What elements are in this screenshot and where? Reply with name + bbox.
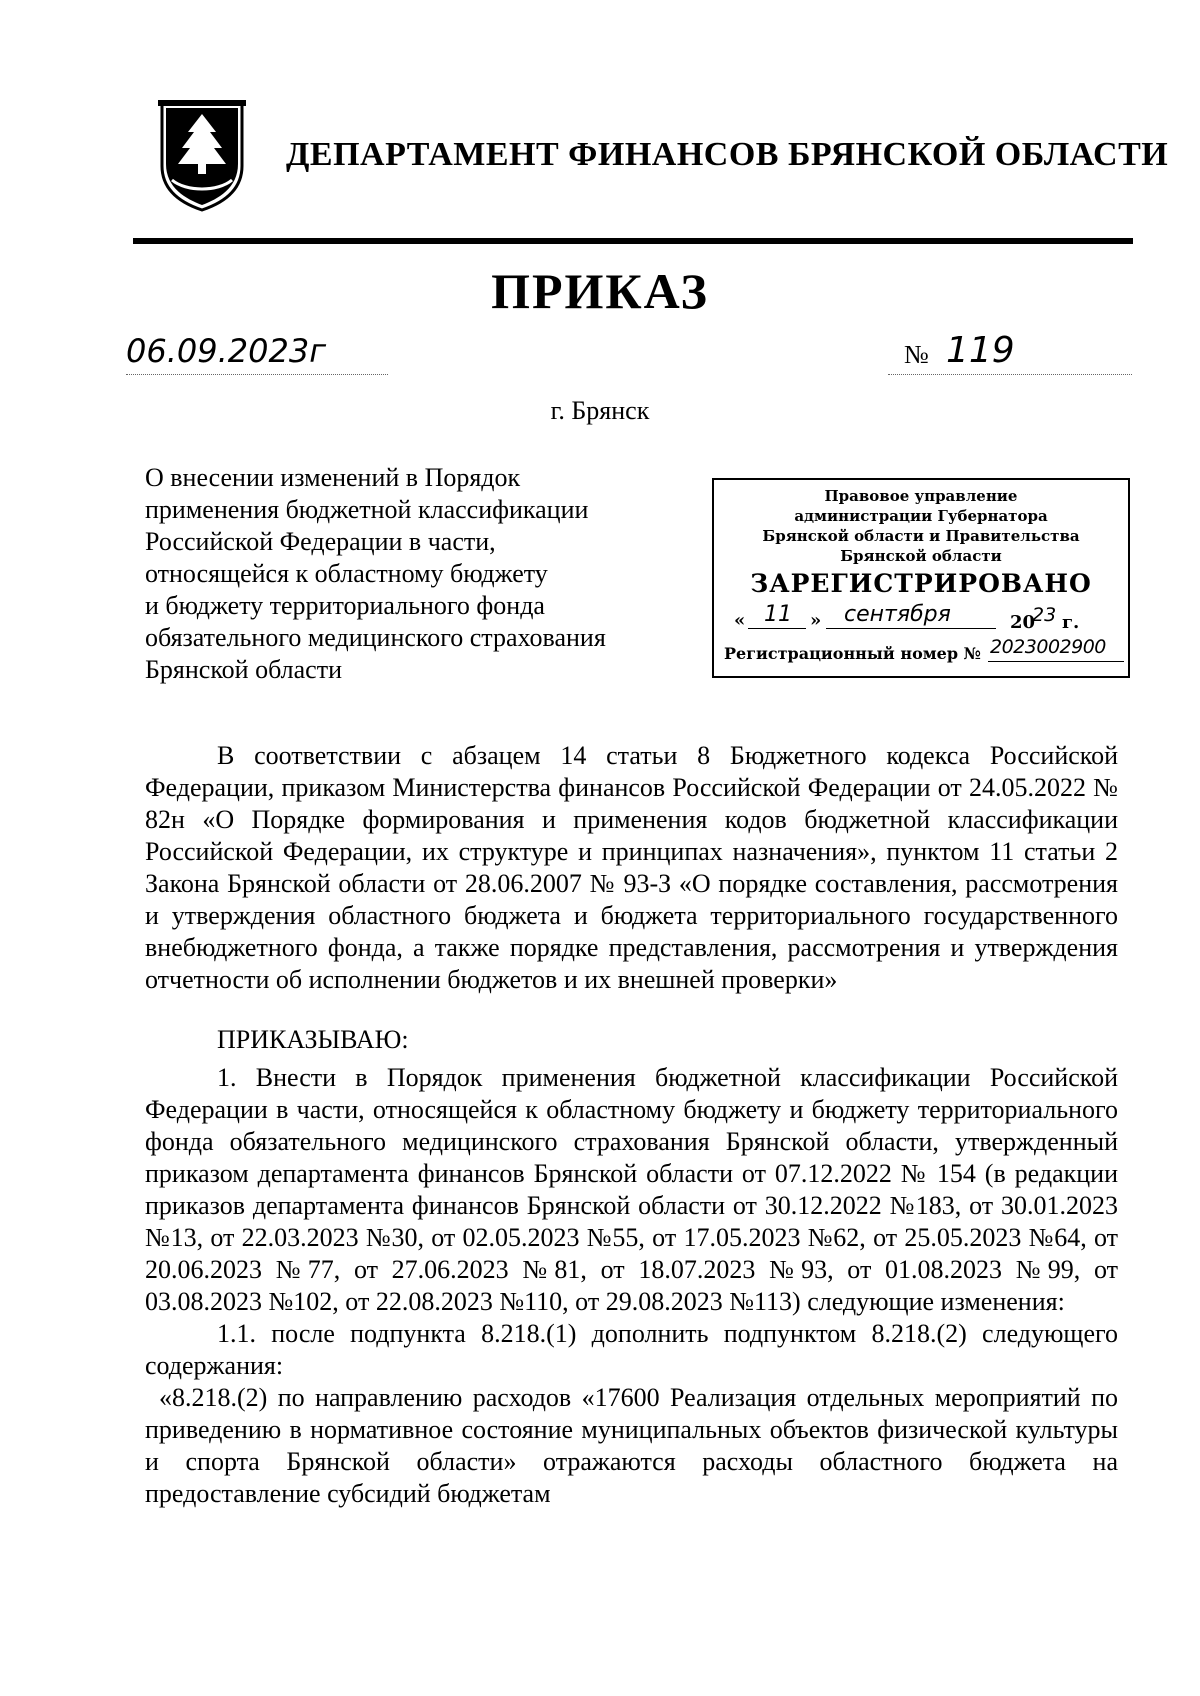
preamble-paragraph: В соответствии с абзацем 14 статьи 8 Бюджетного кодекса Российской Федерации, приказом Министерства финансов Российской Федерации от 24.05.2022 № 82н «О Порядке формирования и применения кодов бюджетной классификации Российской Федерации, их структуре и принципах назначения», пунктом 11 статьи 2 Закона Брянской области от 28.06.2007 № 93-З «О порядке составления, рассмотрения и утверждения областного бюджета и бюджета территориального государственного внебюджетного фонда, а также порядке представления, рассмотрения и утверждения отчетности об исполнении бюджетов и их внешней проверки»: [145, 741, 1118, 994]
stamp-line: Брянской области и Правительства: [762, 527, 1080, 545]
stamp-quote-open: «: [734, 610, 746, 631]
stamp-line: Правовое управление: [824, 487, 1018, 505]
subject-line: и бюджету территориального фонда: [145, 591, 545, 620]
item-8-218-2-paragraph: «8.218.(2) по направлению расходов «17600 Реализация отдельных мероприятий по приведению в нормативное состояние муниципальных объектов физической культуры и спорта Брянской области» отражаются расходы областного бюджета на предоставление субсидий бюджетам: [145, 1383, 1118, 1508]
item-1-1-paragraph: 1.1. после подпункта 8.218.(1) дополнить подпунктом 8.218.(2) следующего содержания:: [145, 1319, 1118, 1380]
subject-line: применения бюджетной классификации: [145, 495, 589, 524]
header-divider: [133, 238, 1133, 244]
stamp-month-underline: [826, 628, 996, 629]
city-line: г. Брянск: [550, 396, 650, 425]
number-sign: №: [904, 340, 929, 369]
order-number-field: [888, 324, 1132, 375]
order-body: [145, 740, 1118, 1510]
stamp-year-prefix: 20: [1010, 612, 1036, 633]
order-number-handwritten: 119: [946, 330, 1015, 371]
subject-line: О внесении изменений в Порядок: [145, 463, 521, 492]
stamp-quote-close: »: [810, 610, 822, 631]
document-type-title: ПРИКАЗ: [491, 263, 709, 319]
stamp-registered-label: ЗАРЕГИСТРИРОВАНО: [750, 569, 1092, 598]
stamp-registration-row: [714, 636, 1128, 666]
order-word: ПРИКАЗЫВАЮ:: [217, 1025, 409, 1054]
subject-line: обязательного медицинского страхования: [145, 623, 606, 652]
stamp-day-underline: [748, 628, 806, 629]
subject-line: относящейся к областному бюджету: [145, 559, 548, 588]
stamp-line: администрации Губернатора: [794, 507, 1048, 525]
item-1-paragraph: 1. Внести в Порядок применения бюджетной классификации Российской Федерации в части, относящейся к областному бюджету и бюджету территориального фонда обязательного медицинского страхования Брянской области, утвержденный приказом департамента финансов Брянской области от 07.12.2022 № 154 (в редакции приказов департамента финансов Брянской области от 30.12.2022 №183, от 30.01.2023 №13, от 22.03.2023 №30, от 02.05.2023 №55, от 17.05.2023 №62, от 25.05.2023 №64, от 20.06.2023 №77, от 27.06.2023 №81, от 18.07.2023 №93, от 01.08.2023 №99, от 03.08.2023 №102, от 22.08.2023 №110, от 29.08.2023 №113) следующие изменения:: [145, 1063, 1118, 1316]
subject-line: Российской Федерации в части,: [145, 527, 496, 556]
stamp-registration-underline: [988, 661, 1124, 662]
brynsk-coat-of-arms-icon: [158, 100, 246, 212]
order-date-field: [126, 324, 388, 375]
stamp-day-handwritten: 11: [764, 602, 792, 627]
order-date-handwritten: 06.09.2023г: [126, 332, 327, 370]
stamp-registration-number: 2023002900: [990, 636, 1106, 658]
stamp-line: Брянской области: [840, 547, 1002, 565]
stamp-year-mark: г.: [1062, 612, 1080, 633]
stamp-date-row: [714, 600, 1128, 636]
stamp-month-handwritten: сентября: [844, 602, 951, 627]
registration-stamp: [712, 478, 1130, 678]
stamp-registration-label: Регистрационный номер №: [724, 644, 981, 663]
stamp-year-handwritten: 23: [1032, 604, 1057, 626]
order-subject: [145, 462, 665, 686]
subject-line: Брянской области: [145, 655, 342, 684]
department-title: ДЕПАРТАМЕНТ ФИНАНСОВ БРЯНСКОЙ ОБЛАСТИ: [286, 136, 1169, 173]
